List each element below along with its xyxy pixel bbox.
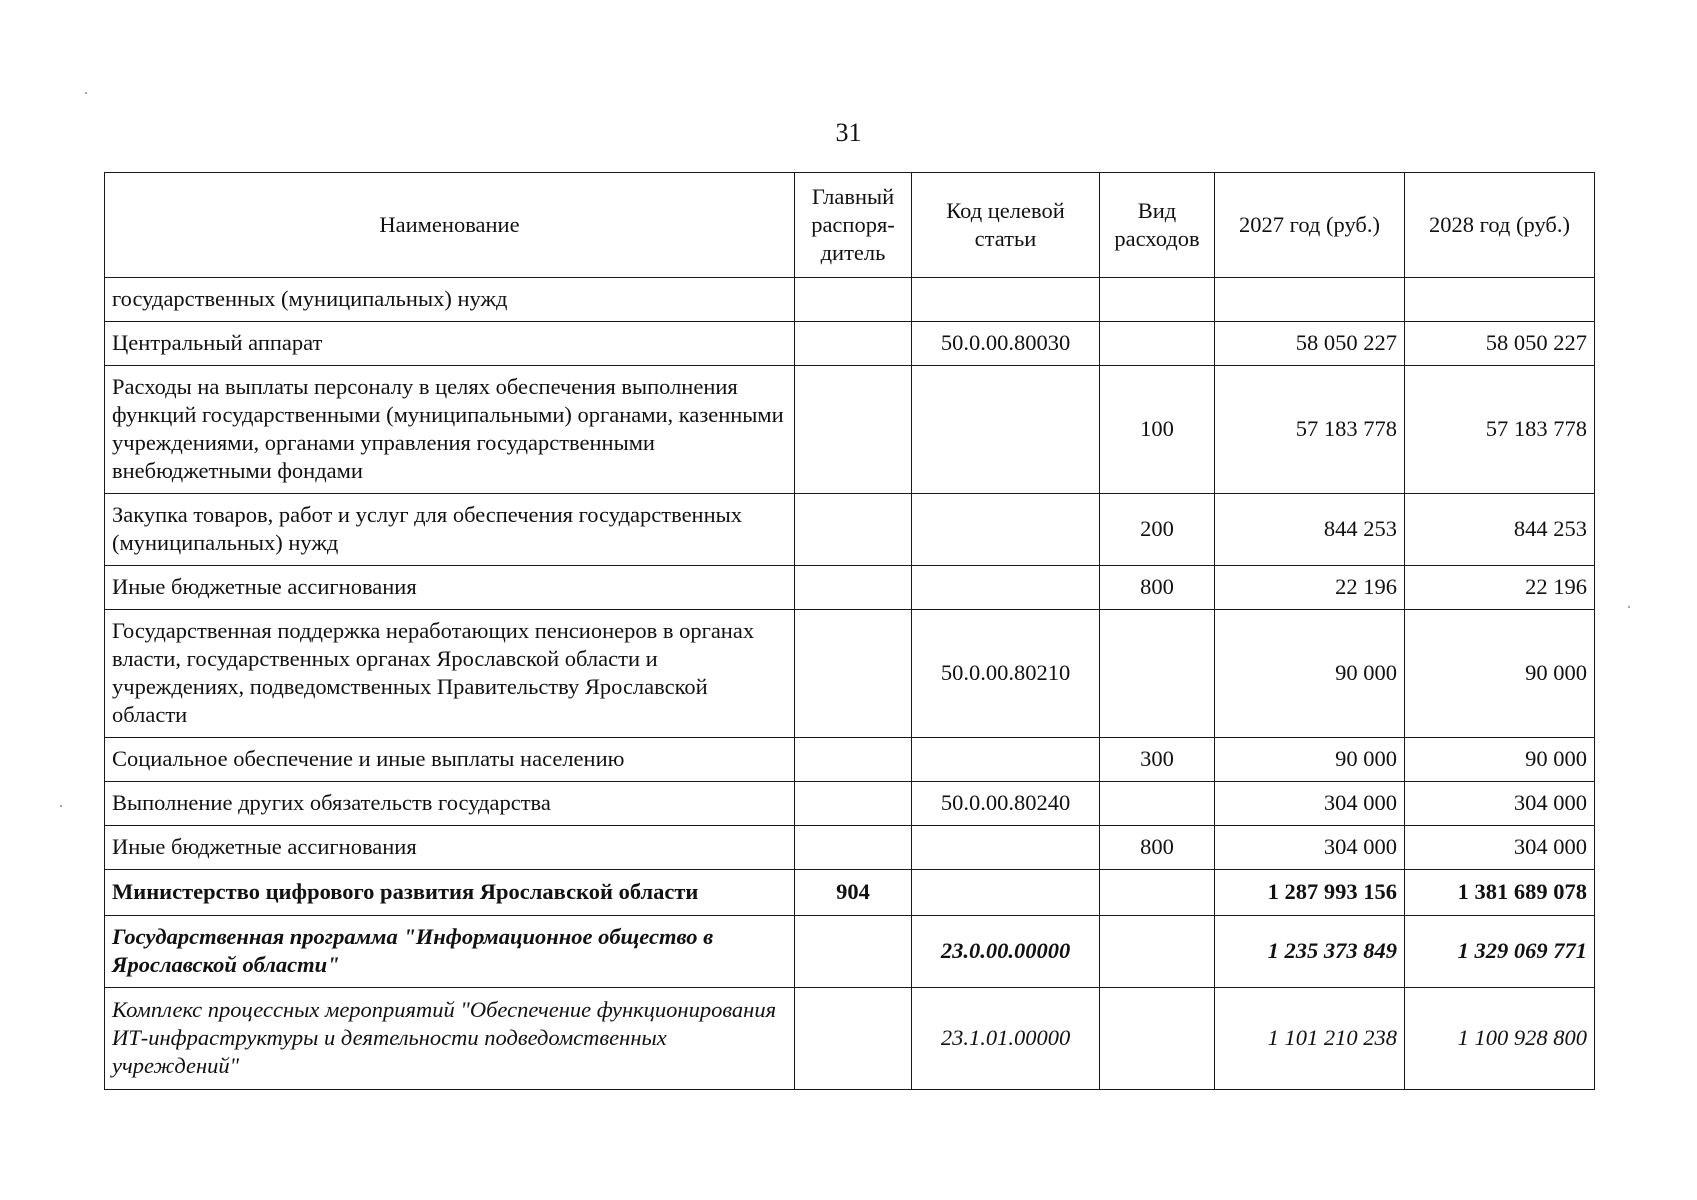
- cell-type: [1100, 988, 1215, 1090]
- cell-type: [1100, 782, 1215, 826]
- cell-2027: 1 101 210 238: [1215, 988, 1405, 1090]
- cell-2028: 844 253: [1405, 494, 1595, 566]
- cell-grbs: [795, 566, 912, 610]
- table-row: [105, 870, 1595, 916]
- cell-code: [912, 566, 1100, 610]
- header-grbs: Главный распоря-дитель: [795, 173, 912, 278]
- cell-type: 800: [1100, 826, 1215, 870]
- page-number: 31: [835, 118, 862, 147]
- cell-code: 23.0.00.00000: [912, 916, 1100, 988]
- cell-code: 50.0.00.80210: [912, 610, 1100, 738]
- cell-2028: 1 329 069 771: [1405, 916, 1595, 988]
- cell-name: Иные бюджетные ассигнования: [105, 566, 795, 610]
- cell-2028: 304 000: [1405, 826, 1595, 870]
- cell-grbs: [795, 366, 912, 494]
- cell-2028: 1 100 928 800: [1405, 988, 1595, 1090]
- cell-name: Государственная поддержка неработающих пенсионеров в органах власти, государственных органах Ярославской области и учреждениях, подведомственных Правительству Ярославской области: [105, 610, 795, 738]
- cell-grbs: 904: [795, 870, 912, 916]
- cell-2027: 90 000: [1215, 738, 1405, 782]
- cell-2027: 22 196: [1215, 566, 1405, 610]
- cell-code: 50.0.00.80240: [912, 782, 1100, 826]
- table-row: [105, 366, 1595, 494]
- cell-name: Выполнение других обязательств государства: [105, 782, 795, 826]
- cell-2027: 58 050 227: [1215, 322, 1405, 366]
- scan-speck: [60, 805, 62, 807]
- cell-name: Комплекс процессных мероприятий "Обеспечение функционирования ИТ-инфраструктуры и деятельности подведомственных учреждений": [105, 988, 795, 1090]
- header-name: Наименование: [105, 173, 795, 278]
- cell-name: Министерство цифрового развития Ярославской области: [105, 870, 795, 916]
- cell-type: 100: [1100, 366, 1215, 494]
- cell-grbs: [795, 738, 912, 782]
- cell-code: [912, 738, 1100, 782]
- cell-2027: 57 183 778: [1215, 366, 1405, 494]
- table-body: [105, 278, 1595, 1090]
- cell-name: Иные бюджетные ассигнования: [105, 826, 795, 870]
- cell-2028: 1 381 689 078: [1405, 870, 1595, 916]
- scan-speck: [85, 92, 87, 94]
- cell-type: [1100, 916, 1215, 988]
- cell-code: [912, 278, 1100, 322]
- cell-name: Расходы на выплаты персоналу в целях обеспечения выполнения функций государственными (муниципальными) органами, казенными учреждениями, органами управления государственными внебюджетными фондами: [105, 366, 795, 494]
- table-row: [105, 322, 1595, 366]
- header-2027: 2027 год (руб.): [1215, 173, 1405, 278]
- cell-code: [912, 366, 1100, 494]
- cell-type: [1100, 870, 1215, 916]
- cell-code: 23.1.01.00000: [912, 988, 1100, 1090]
- table-header-row: [105, 173, 1595, 278]
- cell-2027: 90 000: [1215, 610, 1405, 738]
- cell-grbs: [795, 988, 912, 1090]
- cell-type: [1100, 322, 1215, 366]
- cell-type: [1100, 278, 1215, 322]
- cell-type: [1100, 610, 1215, 738]
- budget-table: [104, 172, 1595, 1090]
- cell-2028: 22 196: [1405, 566, 1595, 610]
- cell-2027: 304 000: [1215, 782, 1405, 826]
- header-type: Вид расходов: [1100, 173, 1215, 278]
- table-row: [105, 916, 1595, 988]
- cell-type: 800: [1100, 566, 1215, 610]
- cell-grbs: [795, 826, 912, 870]
- cell-type: 200: [1100, 494, 1215, 566]
- cell-grbs: [795, 278, 912, 322]
- cell-2028: 58 050 227: [1405, 322, 1595, 366]
- cell-grbs: [795, 610, 912, 738]
- table-row: [105, 738, 1595, 782]
- cell-name: Государственная программа "Информационное общество в Ярославской области": [105, 916, 795, 988]
- cell-code: [912, 826, 1100, 870]
- scan-speck: [1628, 606, 1630, 608]
- table-row: [105, 782, 1595, 826]
- cell-2027: 1 235 373 849: [1215, 916, 1405, 988]
- cell-2028: 90 000: [1405, 738, 1595, 782]
- cell-name: Социальное обеспечение и иные выплаты населению: [105, 738, 795, 782]
- table-row: [105, 826, 1595, 870]
- cell-2027: 844 253: [1215, 494, 1405, 566]
- header-2028: 2028 год (руб.): [1405, 173, 1595, 278]
- cell-2028: 90 000: [1405, 610, 1595, 738]
- cell-2027: 1 287 993 156: [1215, 870, 1405, 916]
- cell-name: Центральный аппарат: [105, 322, 795, 366]
- table-row: [105, 610, 1595, 738]
- cell-grbs: [795, 322, 912, 366]
- table-row: [105, 494, 1595, 566]
- cell-2027: [1215, 278, 1405, 322]
- table-row: [105, 988, 1595, 1090]
- cell-2028: 304 000: [1405, 782, 1595, 826]
- header-code: Код целевой статьи: [912, 173, 1100, 278]
- cell-2028: 57 183 778: [1405, 366, 1595, 494]
- cell-grbs: [795, 782, 912, 826]
- cell-grbs: [795, 916, 912, 988]
- cell-code: [912, 870, 1100, 916]
- table-row: [105, 278, 1595, 322]
- table-row: [105, 566, 1595, 610]
- cell-code: 50.0.00.80030: [912, 322, 1100, 366]
- cell-2028: [1405, 278, 1595, 322]
- cell-name: Закупка товаров, работ и услуг для обеспечения государственных (муниципальных) нужд: [105, 494, 795, 566]
- cell-2027: 304 000: [1215, 826, 1405, 870]
- cell-code: [912, 494, 1100, 566]
- cell-type: 300: [1100, 738, 1215, 782]
- cell-name: государственных (муниципальных) нужд: [105, 278, 795, 322]
- cell-grbs: [795, 494, 912, 566]
